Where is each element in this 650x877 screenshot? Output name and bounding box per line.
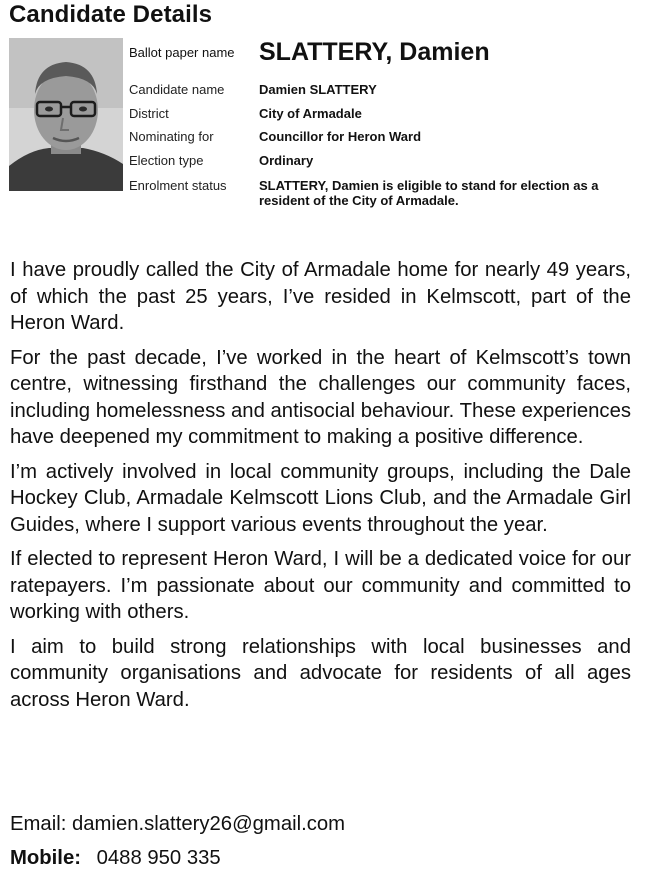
candidate-statement: [10, 257, 631, 721]
statement-paragraph: I aim to build strong relationships with local businesses and community organisations and advocate for residents of all ages across Heron Ward.: [10, 635, 631, 711]
detail-label: Nominating for: [129, 129, 214, 144]
detail-label: Candidate name: [129, 82, 225, 97]
statement-paragraph: I have proudly called the City of Armadale home for nearly 49 years, of which the past 25 years, I’ve resided in Kelmscott, part of the Heron Ward.: [10, 259, 631, 334]
page-title: Candidate Details: [9, 1, 213, 28]
detail-label: Enrolment status: [129, 178, 227, 193]
detail-value: Damien SLATTERY: [259, 82, 377, 97]
statement-paragraph: If elected to represent Heron Ward, I will be a dedicated voice for our ratepayers. I’m passionate about our community and committed to working with others.: [10, 548, 631, 623]
mobile-number: 0488 950 335: [96, 847, 221, 869]
detail-label: Election type: [129, 153, 204, 168]
detail-value: Councillor for Heron Ward: [259, 129, 422, 144]
statement-paragraph: For the past decade, I’ve worked in the heart of Kelmscott’s town centre, witnessing firsthand the challenges our community faces, including homelessness and antisocial behaviour. These experiences have deepened my commitment to making a positive difference.: [10, 346, 631, 448]
ballot-paper-name-value: SLATTERY, Damien: [259, 38, 490, 66]
detail-label: District: [129, 106, 169, 121]
ballot-paper-name-label: Ballot paper name: [129, 45, 235, 60]
candidate-portrait-image: [9, 38, 123, 191]
mobile-label: Mobile:: [10, 847, 81, 869]
detail-value: City of Armadale: [259, 106, 362, 121]
detail-value: Ordinary: [259, 153, 314, 168]
candidate-photo: [9, 38, 123, 191]
contact-mobile: [10, 847, 221, 870]
contact-email: Email: damien.slattery26@gmail.com: [10, 813, 346, 835]
statement-paragraph: I’m actively involved in local community groups, including the Dale Hockey Club, Armadale Kelmscott Lions Club, and the Armadale Girl Guides, where I support various events throughout the year.: [10, 460, 631, 536]
detail-value: SLATTERY, Damien is eligible to stand for election as a resident of the City of Armadale.: [259, 178, 599, 208]
